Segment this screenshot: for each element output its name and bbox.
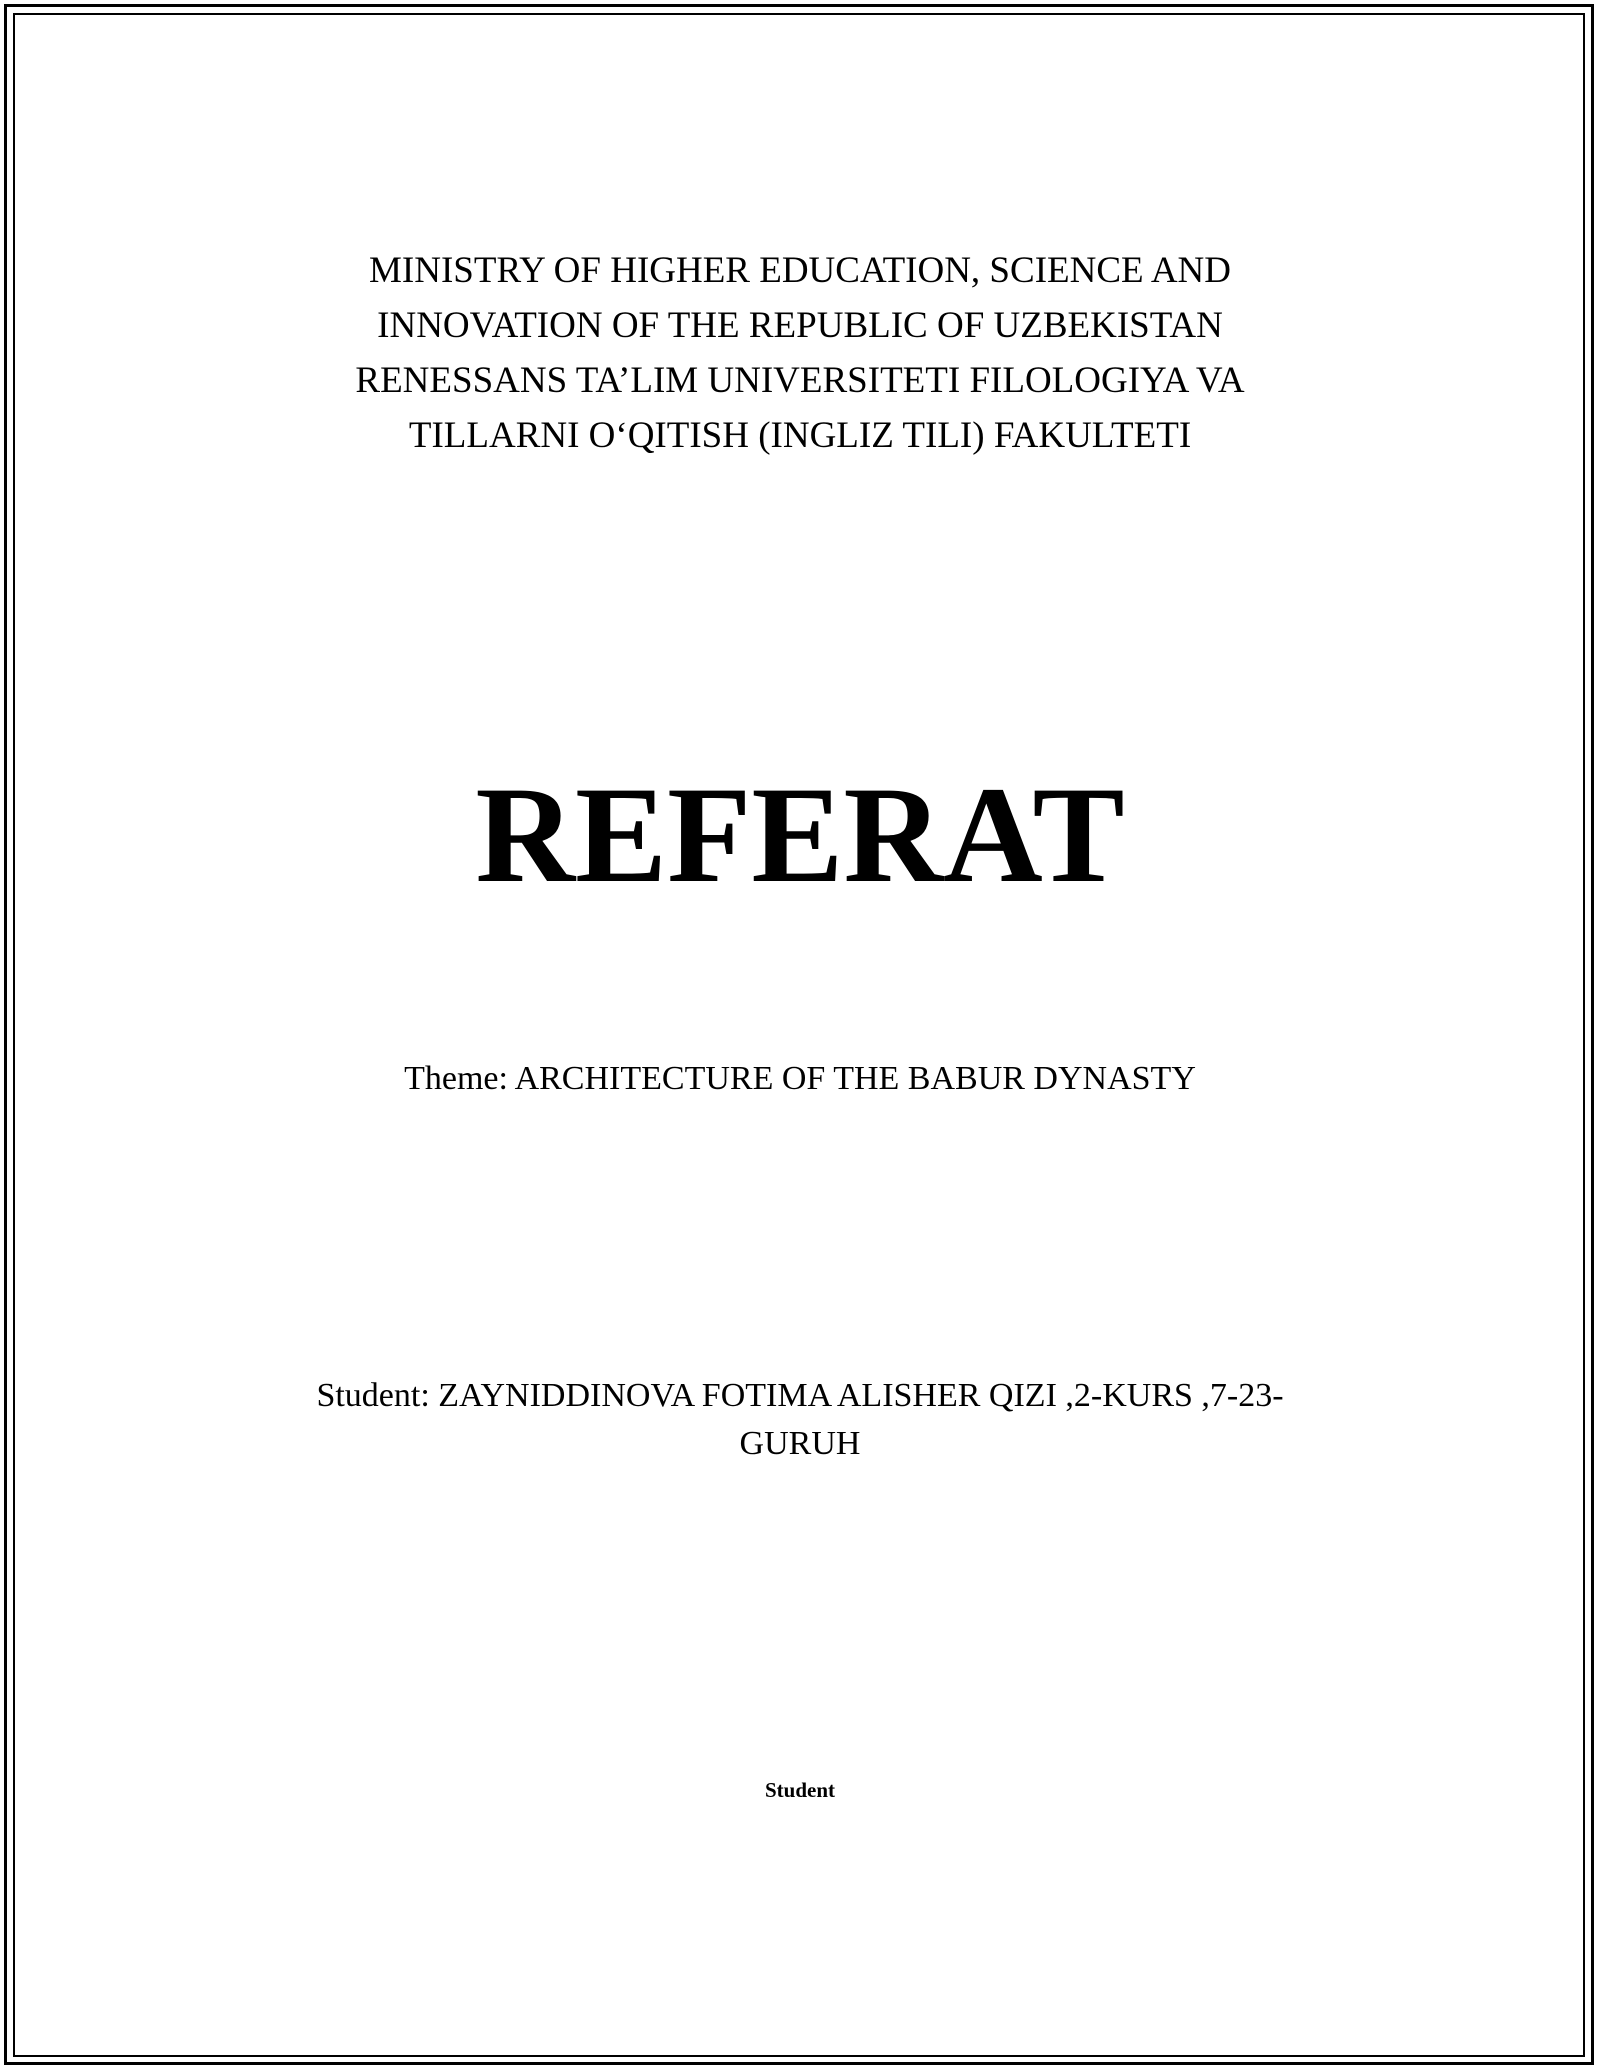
institution-header [0, 243, 1600, 463]
institution-line: TILLARNI O‘QITISH (INGLIZ TILI) FAKULTETI [408, 415, 1192, 456]
institution-line: MINISTRY OF HIGHER EDUCATION, SCIENCE AND [369, 250, 1231, 291]
institution-line: RENESSANS TA’LIM UNIVERSITETI FILOLOGIYA VA [355, 360, 1245, 401]
theme-line: Theme: ARCHITECTURE OF THE BABUR DYNASTY [404, 1060, 1196, 1097]
institution-line: INNOVATION OF THE REPUBLIC OF UZBEKISTAN [377, 305, 1223, 346]
student-line: GURUH [739, 1425, 861, 1462]
student-info [0, 1372, 1600, 1468]
footer-student-label: Student [764, 1778, 836, 1802]
document-title: REFERAT [475, 758, 1125, 911]
student-line: Student: ZAYNIDDINOVA FOTIMA ALISHER QIZI ,2-KURS ,7-23- [316, 1377, 1284, 1414]
